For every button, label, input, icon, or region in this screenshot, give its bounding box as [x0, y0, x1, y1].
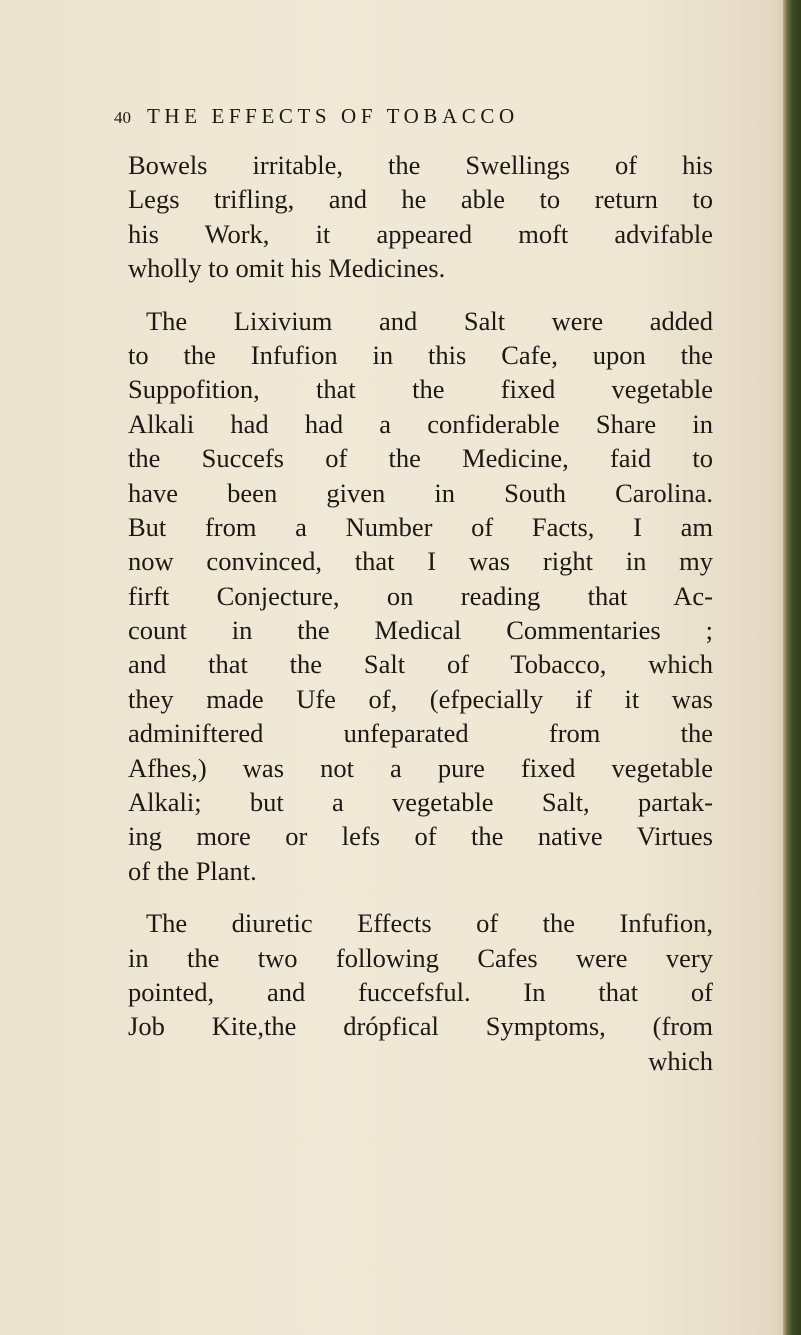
text-line: ing more or lefs of the native Virtues — [128, 821, 713, 852]
text-line: pointed, and fuccefsful. In that of — [128, 976, 713, 1007]
text-line: Alkali had had a confiderable Share in — [128, 408, 713, 439]
paragraph-3 — [128, 906, 713, 1044]
text-line: Alkali; but a vegetable Salt, partak- — [128, 787, 713, 818]
body-text — [128, 148, 713, 1078]
catchword: which — [648, 1045, 713, 1076]
text-line: Job Kite,the drópfical Symptoms, (from — [128, 1011, 713, 1042]
text-line: count in the Medical Commentaries ; — [128, 615, 713, 646]
text-line: the Succefs of the Medicine, faid to — [128, 443, 713, 474]
text-line: they made Ufe of, (efpecially if it was — [128, 683, 713, 714]
book-binding-edge — [783, 0, 801, 1335]
text-line: Bowels irritable, the Swellings of his — [128, 150, 713, 180]
text-line: adminiftered unfeparated from the — [128, 718, 713, 749]
text-line: Suppofition, that the fixed vegetable — [128, 374, 713, 405]
text-line: have been given in South Carolina. — [128, 477, 713, 508]
text-line: Legs trifling, and he able to return to — [128, 184, 713, 215]
text-line: Afhes,) was not a pure fixed vegetable — [128, 752, 713, 783]
text-line: The Lixivium and Salt were added — [146, 305, 713, 336]
paragraph-2 — [128, 304, 713, 889]
text-line: of the Plant. — [128, 855, 257, 886]
text-line: his Work, it appeared moft advifable — [128, 218, 713, 249]
text-line: now convinced, that I was right in my — [128, 546, 713, 577]
text-line: wholly to omit his Medicines. — [128, 253, 446, 284]
page-header — [114, 104, 654, 140]
text-line: in the two following Cafes were very — [128, 942, 713, 973]
paragraph-1 — [128, 148, 713, 286]
text-line: But from a Number of Facts, I am — [128, 511, 713, 542]
text-line: firft Conjecture, on reading that Ac- — [128, 580, 713, 611]
text-line: to the Infufion in this Cafe, upon the — [128, 339, 713, 370]
running-head: THE EFFECTS OF TOBACCO — [147, 104, 519, 128]
text-line: The diuretic Effects of the Infufion, — [146, 908, 713, 939]
page-number: 40 — [114, 108, 131, 127]
text-line: and that the Salt of Tobacco, which — [128, 649, 713, 680]
